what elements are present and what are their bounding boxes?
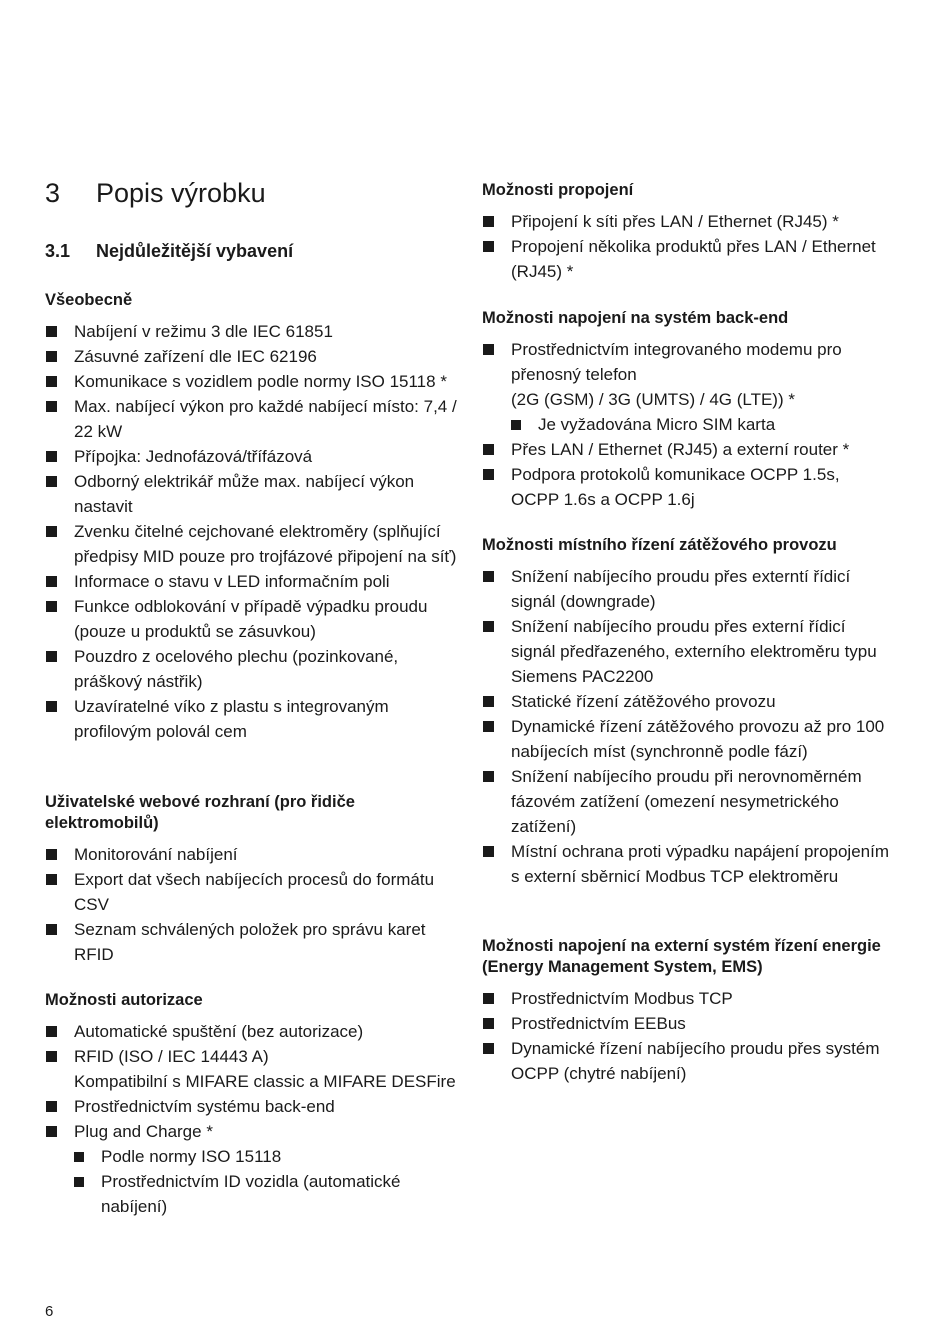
chapter-heading	[45, 178, 266, 209]
web-interface-block	[45, 792, 465, 967]
load-management-block	[482, 535, 892, 889]
list-item: Pouzdro z ocelového plechu (pozinkované, práškový nástřik)	[45, 644, 465, 694]
list-item: Monitorování nabíjení	[45, 842, 465, 867]
page-number: 6	[45, 1303, 54, 1320]
list-item: Odborný elektrikář může max. nabíjecí výkon nastavit	[45, 469, 465, 519]
chapter-number: 3	[45, 178, 61, 208]
list-item: Dynamické řízení nabíjecího proudu přes systém OCPP (chytré nabíjení)	[482, 1036, 892, 1086]
list-item: Komunikace s vozidlem podle normy ISO 15118 *	[45, 369, 465, 394]
load-management-heading: Možnosti místního řízení zátěžového provozu	[482, 536, 837, 554]
list-item: Prostřednictvím systému back-end	[45, 1094, 465, 1119]
sub-list-item: Podle normy ISO 15118	[45, 1144, 465, 1169]
rfid-text: RFID (ISO / IEC 14443 A)	[74, 1047, 269, 1066]
list-item: Informace o stavu v LED informačním poli	[45, 569, 465, 594]
list-item: Prostřednictvím EEBus	[482, 1011, 892, 1036]
authorization-list	[45, 1019, 465, 1219]
backend-list	[482, 337, 892, 512]
authorization-block	[45, 990, 465, 1219]
connectivity-block	[482, 180, 892, 284]
section-number: 3.1	[45, 241, 71, 261]
section-heading	[45, 241, 293, 262]
list-item: Připojení k síti přes LAN / Ethernet (RJ45) *	[482, 209, 892, 234]
list-item: Max. nabíjecí výkon pro každé nabíjecí místo: 7,4 / 22 kW	[45, 394, 465, 444]
list-item: Export dat všech nabíjecích procesů do formátu CSV	[45, 867, 465, 917]
ems-block	[482, 936, 892, 1086]
list-item: Zvenku čitelné cejchované elektroměry (splňující předpisy MID pouze pro trojfázové připojení na síť)	[45, 519, 465, 569]
list-item: Uzavíratelné víko z plastu s integrovaným profilovým polovál cem	[45, 694, 465, 744]
modem-text: Prostřednictvím integrovaného modemu pro přenosný telefon	[511, 340, 842, 384]
list-item: Snížení nabíjecího proudu při nerovnoměrném fázovém zatížení (omezení nesymetrického zatížení)	[482, 764, 892, 839]
general-list	[45, 319, 465, 744]
sub-list-item: Je vyžadována Micro SIM karta	[482, 412, 892, 437]
sub-list-item: Prostřednictvím ID vozidla (automatické nabíjení)	[45, 1169, 465, 1219]
list-item: Prostřednictvím Modbus TCP	[482, 986, 892, 1011]
web-interface-heading: Uživatelské webové rozhraní (pro řidiče elektromobilů)	[45, 793, 355, 832]
load-management-list	[482, 564, 892, 889]
list-item: Propojení několika produktů přes LAN / Ethernet (RJ45) *	[482, 234, 892, 284]
list-item: Snížení nabíjecího proudu přes externtí řídicí signál (downgrade)	[482, 564, 892, 614]
list-item: Statické řízení zátěžového provozu	[482, 689, 892, 714]
chapter-title: Popis výrobku	[96, 178, 266, 208]
connectivity-list	[482, 209, 892, 284]
list-item: Funkce odblokování v případě výpadku proudu (pouze u produktů se zásuvkou)	[45, 594, 465, 644]
list-item: Plug and Charge *	[45, 1119, 465, 1144]
backend-block	[482, 308, 892, 512]
section-title: Nejdůležitější vybavení	[96, 241, 294, 261]
rfid-compat-text: Kompatibilní s MIFARE classic a MIFARE DESFire	[74, 1072, 456, 1091]
authorization-heading: Možnosti autorizace	[45, 991, 203, 1009]
list-item: Dynamické řízení zátěžového provozu až pro 100 nabíjecích míst (synchronně podle fází)	[482, 714, 892, 764]
general-heading: Všeobecně	[45, 291, 133, 309]
list-item: Snížení nabíjecího proudu přes externí řídicí signál předřazeného, externího elektroměru typu Siemens PAC2200	[482, 614, 892, 689]
list-item: Místní ochrana proti výpadku napájení propojením s externí sběrnicí Modbus TCP elektroměru	[482, 839, 892, 889]
list-item: Zásuvné zařízení dle IEC 62196	[45, 344, 465, 369]
list-item: Automatické spuštění (bez autorizace)	[45, 1019, 465, 1044]
list-item: Podpora protokolů komunikace OCPP 1.5s, OCPP 1.6s a OCPP 1.6j	[482, 462, 892, 512]
list-item: Seznam schválených položek pro správu karet RFID	[45, 917, 465, 967]
backend-heading: Možnosti napojení na systém back-end	[482, 309, 789, 327]
list-item: Nabíjení v režimu 3 dle IEC 61851	[45, 319, 465, 344]
ems-list	[482, 986, 892, 1086]
list-item: Přes LAN / Ethernet (RJ45) a externí router *	[482, 437, 892, 462]
list-item	[482, 337, 892, 412]
web-interface-list	[45, 842, 465, 967]
list-item	[45, 1044, 465, 1094]
general-block	[45, 290, 465, 744]
ems-heading: Možnosti napojení na externí systém řízení energie (Energy Management System, EMS)	[482, 937, 881, 976]
connectivity-heading: Možnosti propojení	[482, 181, 634, 199]
modem-standards-text: (2G (GSM) / 3G (UMTS) / 4G (LTE)) *	[511, 390, 795, 409]
list-item: Přípojka: Jednofázová/třífázová	[45, 444, 465, 469]
